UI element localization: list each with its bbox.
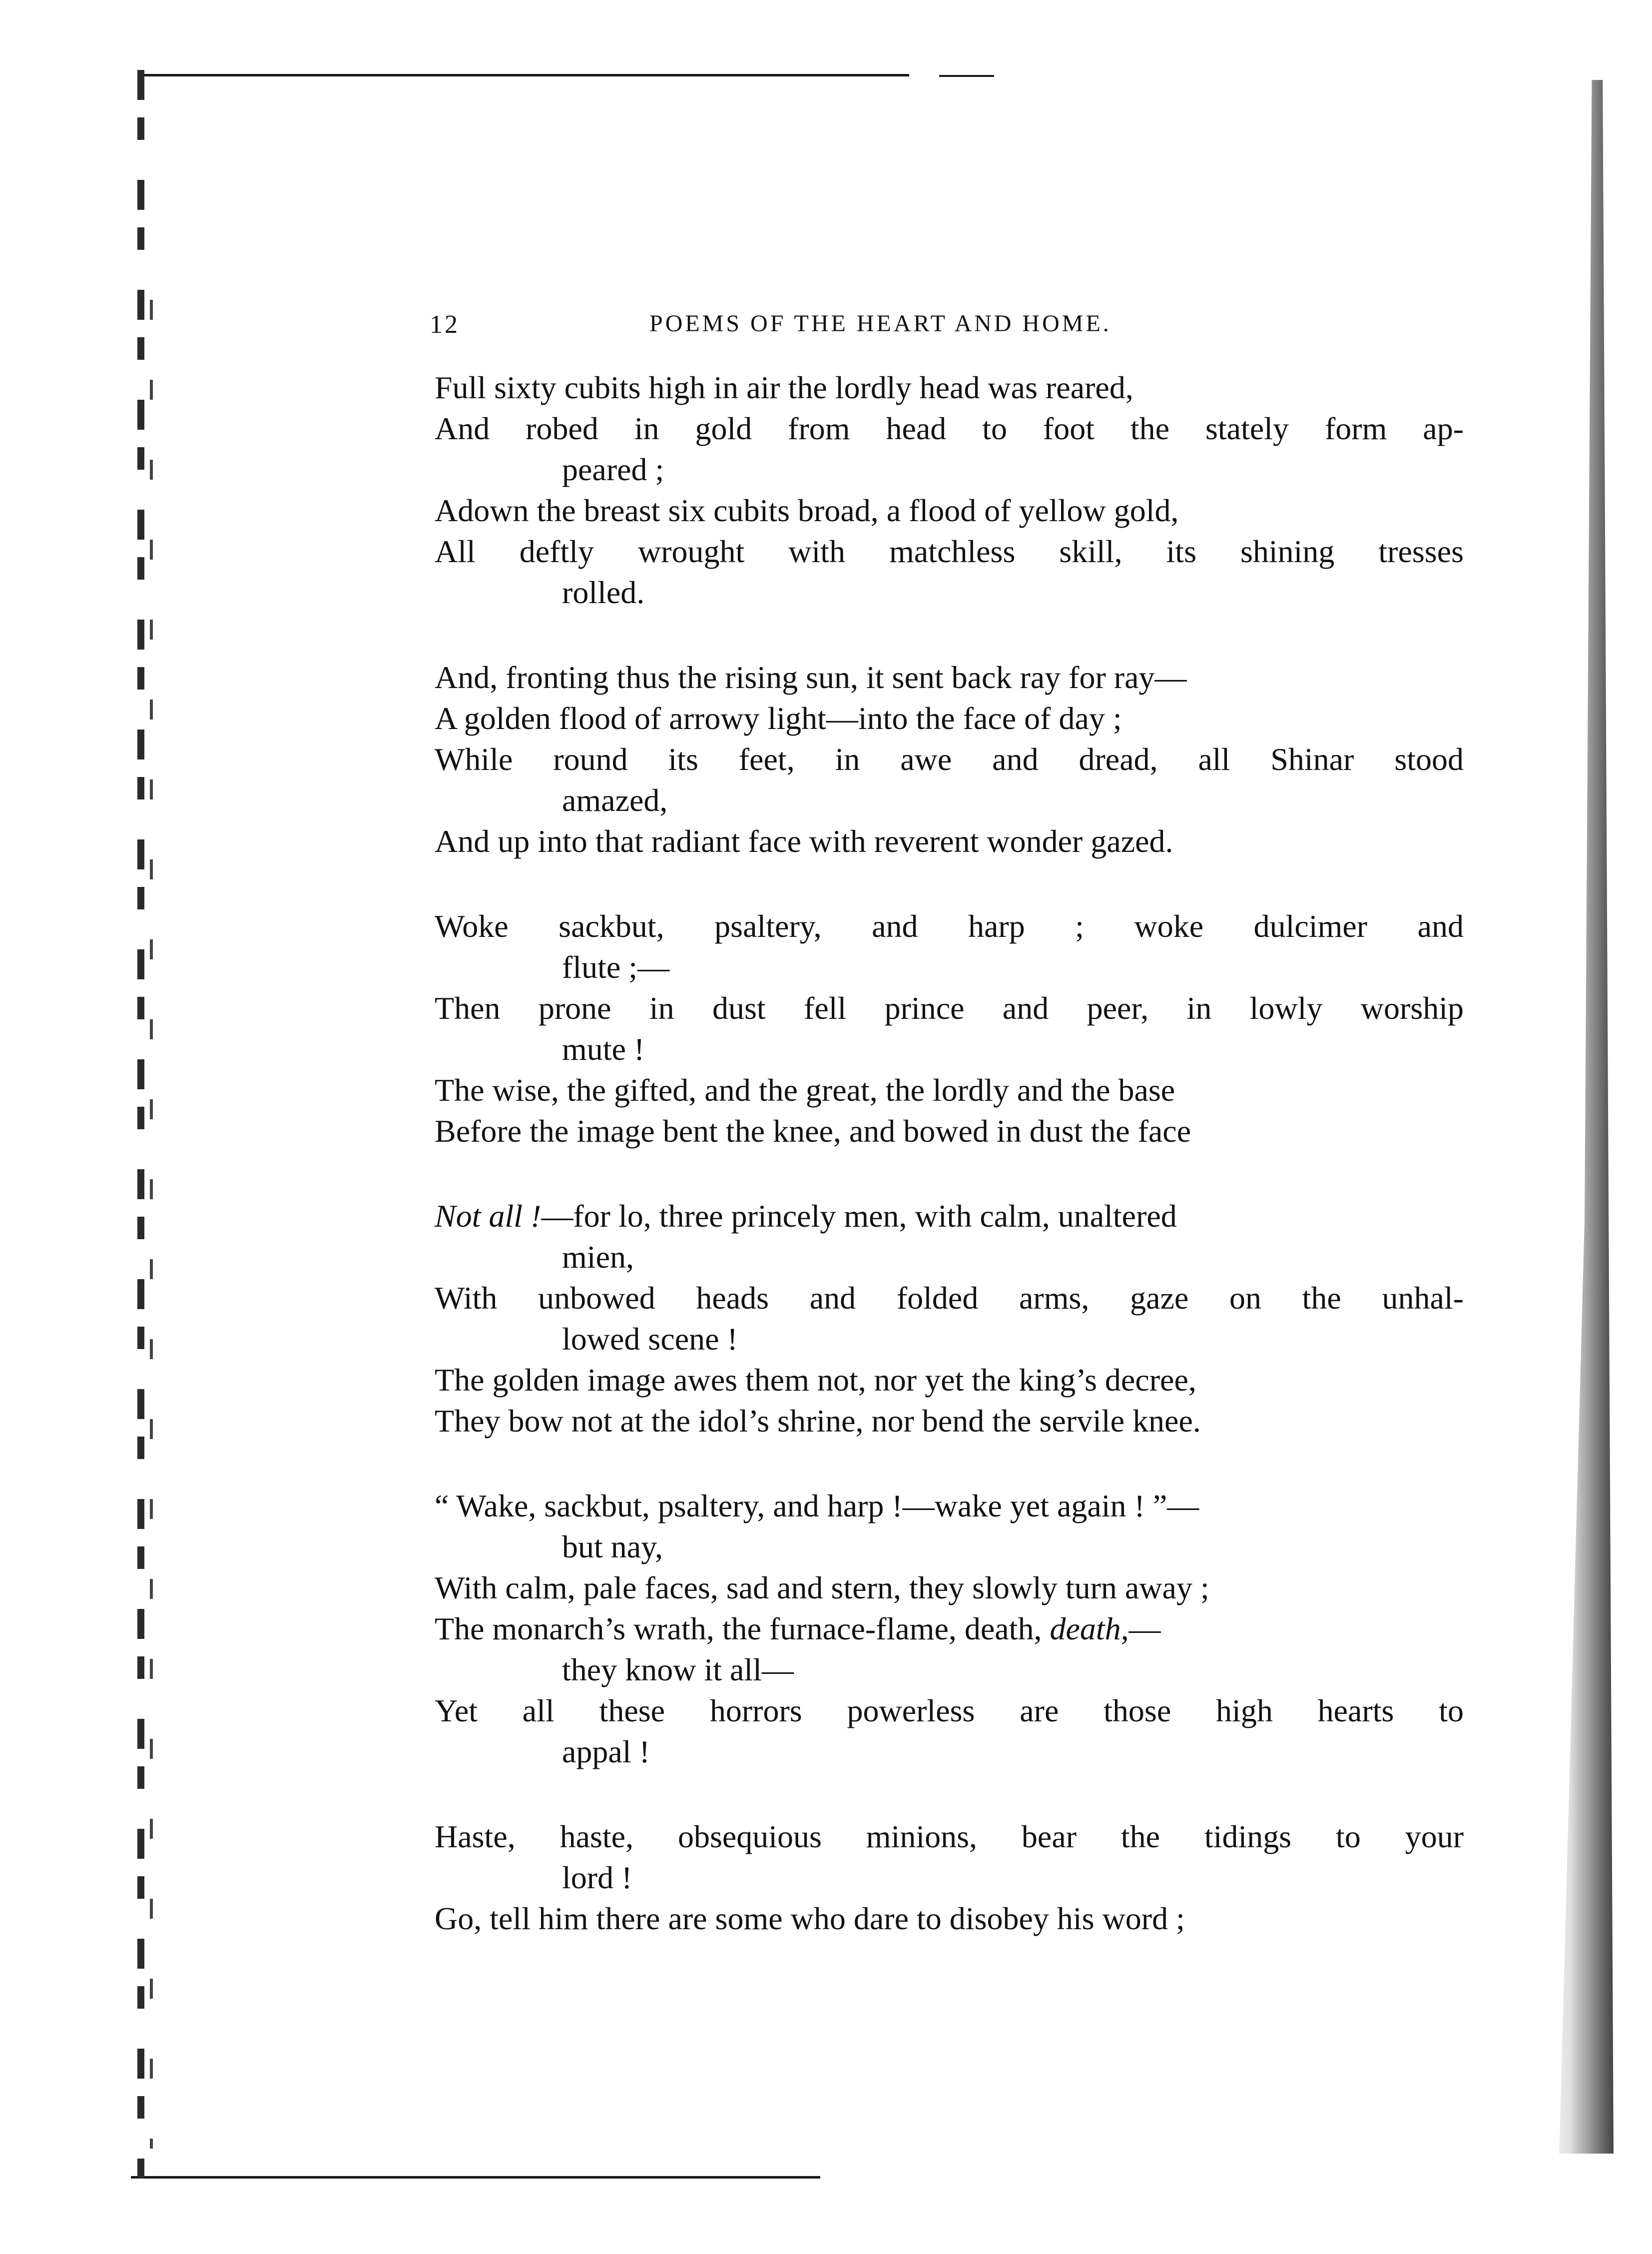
stanza-6: [435, 1816, 1464, 1939]
stanza-5: [435, 1486, 1464, 1772]
top-rule: [140, 74, 909, 76]
stanza-2: [435, 657, 1464, 862]
stanza-3: [435, 906, 1464, 1152]
poem-body: [435, 367, 1464, 1983]
stanza-1: [435, 367, 1464, 613]
verse-line: “ Wake, sackbut, psaltery, and harp !—wake yet again ! ”—: [435, 1488, 1199, 1523]
right-binding-shadow: [1541, 80, 1614, 2154]
italic-word: death,: [1050, 1611, 1129, 1646]
verse-line: Go, tell him there are some who dare to disobey his word ;: [435, 1901, 1185, 1936]
verse-line: With calm, pale faces, sad and stern, they slowly turn away ;: [435, 1570, 1209, 1605]
verse-line: And robed in gold from head to foot the stately form ap-: [435, 411, 1464, 446]
verse-line: Before the image bent the knee, and bowed in dust the face: [435, 1113, 1191, 1149]
verse-line-continuation: lord !: [562, 1860, 632, 1895]
verse-line-continuation: amazed,: [562, 782, 668, 818]
verse-line: [435, 1196, 1464, 1237]
verse-line-continuation: they know it all—: [562, 1652, 794, 1687]
verse-line: While round its feet, in awe and dread, all Shinar stood: [435, 742, 1464, 777]
left-page-edge-inner: [150, 300, 153, 2149]
verse-line: A golden flood of arrowy light—into the face of day ;: [435, 701, 1122, 736]
verse-line-continuation: mien,: [562, 1239, 634, 1275]
verse-line: The wise, the gifted, and the great, the lordly and the base: [435, 1072, 1175, 1108]
verse-line: Then prone in dust fell prince and peer, in lowly worship: [435, 990, 1464, 1026]
verse-line: They bow not at the idol’s shrine, nor bend the servile knee.: [435, 1403, 1201, 1439]
verse-line-continuation: appal !: [562, 1734, 650, 1769]
stanza-4: [435, 1196, 1464, 1442]
verse-line-continuation: lowed scene !: [562, 1321, 738, 1357]
verse-line: With unbowed heads and folded arms, gaze on the unhal-: [435, 1280, 1464, 1316]
page-number: 12: [430, 310, 460, 339]
verse-line-continuation: mute !: [562, 1031, 645, 1067]
verse-line-start: The monarch’s wrath, the furnace-flame, death,: [435, 1611, 1042, 1646]
italic-phrase: Not all !: [435, 1198, 542, 1234]
verse-line: Yet all these horrors powerless are those high hearts to: [435, 1693, 1464, 1728]
verse-line: Adown the breast six cubits broad, a flood of yellow gold,: [435, 493, 1179, 528]
left-page-edge: [137, 70, 144, 2179]
bottom-rule: [131, 2176, 820, 2179]
verse-line: [435, 1608, 1464, 1649]
top-rule-fragment: [939, 75, 994, 77]
verse-line-continuation: flute ;—: [562, 949, 670, 985]
running-head: POEMS OF THE HEART AND HOME.: [649, 310, 1111, 337]
verse-line: Haste, haste, obsequious minions, bear the tidings to your: [435, 1819, 1464, 1854]
verse-line: And, fronting thus the rising sun, it sent back ray for ray—: [435, 660, 1187, 695]
em-dash: —: [1128, 1611, 1161, 1646]
verse-line-continuation: but nay,: [562, 1529, 663, 1564]
verse-line-rest: —for lo, three princely men, with calm, unaltered: [541, 1198, 1177, 1234]
verse-line: And up into that radiant face with reverent wonder gazed.: [435, 823, 1173, 859]
verse-line: Woke sackbut, psaltery, and harp ; woke dulcimer and: [435, 908, 1464, 944]
verse-line-continuation: rolled.: [562, 575, 645, 610]
verse-line-continuation: peared ;: [562, 452, 664, 487]
verse-line: The golden image awes them not, nor yet the king’s decree,: [435, 1362, 1196, 1398]
verse-line: All deftly wrought with matchless skill, its shining tresses: [435, 534, 1464, 569]
verse-line: Full sixty cubits high in air the lordly head was reared,: [435, 370, 1133, 405]
